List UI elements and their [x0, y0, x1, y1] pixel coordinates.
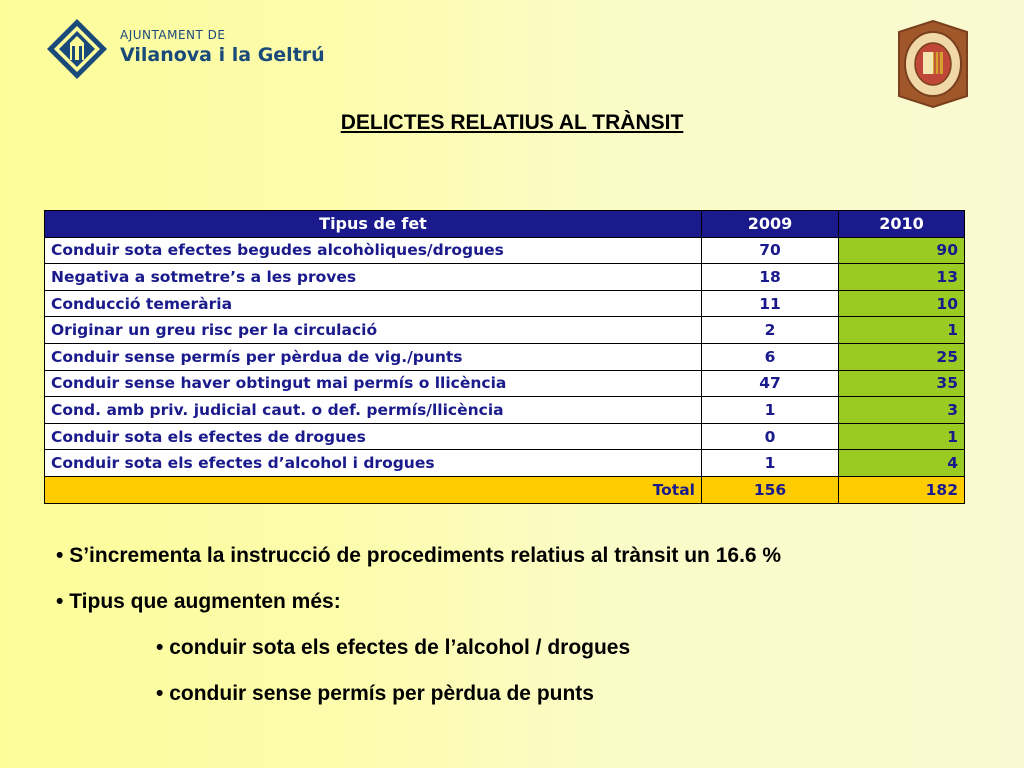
value-2010: 4 [839, 450, 965, 477]
value-2009: 11 [702, 290, 839, 317]
value-2009: 1 [702, 397, 839, 424]
header-2010: 2010 [839, 211, 965, 238]
bullet-text: conduir sota els efectes de l’alcohol / drogues [169, 636, 631, 659]
value-2010: 35 [839, 370, 965, 397]
bullet-text: S’incrementa la instrucció de procediments relatius al trànsit un 16.6 % [69, 544, 782, 567]
bullet-marker: • [156, 682, 164, 705]
value-2010: 1 [839, 423, 965, 450]
traffic-offenses-table [44, 210, 965, 504]
bullet-marker: • [56, 590, 64, 613]
value-2010: 90 [839, 237, 965, 264]
offense-type: Conduir sense permís per pèrdua de vig./punts [45, 343, 702, 370]
value-2009: 47 [702, 370, 839, 397]
org-line1: AJUNTAMENT DE [120, 28, 226, 42]
table-row [45, 290, 965, 317]
table-row [45, 397, 965, 424]
offense-type: Conduir sota efectes begudes alcohòliques/drogues [45, 237, 702, 264]
table-row [45, 450, 965, 477]
bullet-marker: • [56, 544, 64, 567]
bullet-item [56, 544, 781, 568]
value-2009: 0 [702, 423, 839, 450]
value-2009: 6 [702, 343, 839, 370]
table-row [45, 264, 965, 291]
offense-type: Originar un greu risc per la circulació [45, 317, 702, 344]
value-2010: 10 [839, 290, 965, 317]
total-label: Total [45, 476, 702, 503]
offense-type: Conduir sota els efectes de drogues [45, 423, 702, 450]
total-2010: 182 [839, 476, 965, 503]
bullet-text: Tipus que augmenten més: [69, 590, 341, 613]
value-2010: 3 [839, 397, 965, 424]
vilanova-logo-icon [46, 18, 108, 80]
value-2010: 1 [839, 317, 965, 344]
offense-type: Conducció temerària [45, 290, 702, 317]
bullet-item [56, 590, 341, 614]
page-title: DELICTES RELATIUS AL TRÀNSIT [340, 111, 684, 134]
table-row [45, 423, 965, 450]
offense-type: Conduir sense haver obtingut mai permís o llicència [45, 370, 702, 397]
police-seal-icon [897, 20, 969, 108]
table-header-row [45, 211, 965, 238]
bullet-marker: • [156, 636, 164, 659]
table-row [45, 317, 965, 344]
value-2009: 2 [702, 317, 839, 344]
org-line2: Vilanova i la Geltrú [120, 44, 325, 66]
value-2010: 25 [839, 343, 965, 370]
value-2009: 70 [702, 237, 839, 264]
org-name [120, 28, 325, 66]
total-row [45, 476, 965, 503]
bullet-text: conduir sense permís per pèrdua de punts [169, 682, 594, 705]
table-row [45, 343, 965, 370]
header-2009: 2009 [702, 211, 839, 238]
total-2009: 156 [702, 476, 839, 503]
value-2009: 1 [702, 450, 839, 477]
table-row [45, 237, 965, 264]
sub-bullet-item [156, 682, 594, 706]
header-type: Tipus de fet [45, 211, 702, 238]
value-2009: 18 [702, 264, 839, 291]
sub-bullet-item [156, 636, 630, 660]
table-row [45, 370, 965, 397]
offense-type: Cond. amb priv. judicial caut. o def. permís/llicència [45, 397, 702, 424]
offense-type: Negativa a sotmetre’s a les proves [45, 264, 702, 291]
value-2010: 13 [839, 264, 965, 291]
offense-type: Conduir sota els efectes d’alcohol i drogues [45, 450, 702, 477]
